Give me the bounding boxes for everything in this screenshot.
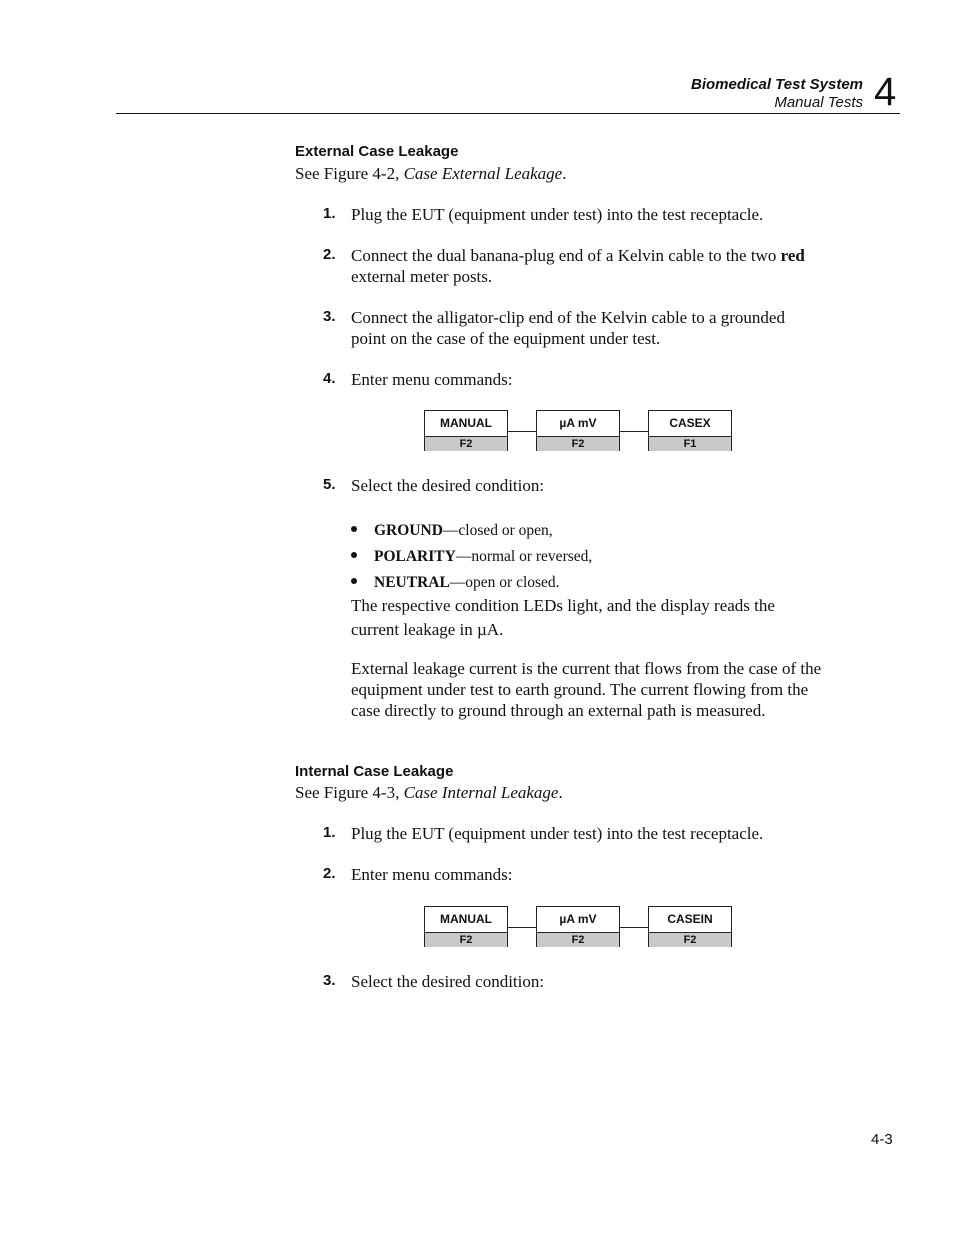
- menu-connector: [508, 927, 536, 928]
- step-number: 1.: [323, 824, 336, 841]
- external-step-1: [323, 204, 843, 225]
- function-key-label: F2: [537, 436, 619, 451]
- condition-ground: GROUND—closed or open,: [351, 521, 553, 541]
- menu-key-label: µA mV: [559, 416, 597, 430]
- external-step-3: [323, 307, 843, 349]
- step-text: Connect the alligator-clip end of the Kelvin cable to a grounded point on the case of the equipment under test.: [351, 308, 785, 348]
- figure-reference-internal: See Figure 4-3, Case Internal Leakage.: [295, 783, 563, 802]
- step-text: Enter menu commands:: [351, 370, 513, 389]
- internal-step-3: [323, 971, 843, 992]
- step-number: 3.: [323, 972, 336, 989]
- menu-key-manual: [424, 906, 508, 947]
- step-number: 4.: [323, 370, 336, 387]
- step-number: 2.: [323, 865, 336, 882]
- section-heading-internal: Internal Case Leakage: [295, 763, 454, 780]
- menu-connector: [508, 431, 536, 432]
- menu-key-label: CASEX: [669, 416, 711, 430]
- function-key-label: F2: [425, 932, 507, 947]
- menu-key-manual: [424, 410, 508, 451]
- internal-step-1: [323, 823, 843, 844]
- explanation-text: External leakage current is the current that flows from the case of the equipment under test to earth ground. The current flowing from the case directly to ground through an external path is measured.: [351, 659, 822, 720]
- function-key-label: F1: [649, 436, 731, 451]
- menu-connector: [620, 431, 648, 432]
- bullet-icon: [351, 578, 357, 584]
- step-number: 5.: [323, 476, 336, 493]
- step-number: 2.: [323, 246, 336, 263]
- step-text: Plug the EUT (equipment under test) into the test receptacle.: [351, 824, 764, 843]
- menu-key-label: CASEIN: [667, 912, 713, 926]
- header-title: Biomedical Test System: [690, 76, 863, 93]
- chapter-number: 4: [874, 70, 897, 114]
- figure-reference-external: See Figure 4-2, Case External Leakage.: [295, 164, 567, 183]
- step-text: Plug the EUT (equipment under test) into the test receptacle.: [351, 205, 764, 224]
- menu-key-casein: [648, 906, 732, 947]
- step-text: Enter menu commands:: [351, 865, 513, 884]
- header-rule: [116, 113, 900, 114]
- menu-key-casex: [648, 410, 732, 451]
- external-step-5: [323, 475, 843, 496]
- condition-polarity: POLARITY—normal or reversed,: [351, 547, 592, 567]
- step-text: Select the desired condition:: [351, 476, 545, 495]
- bullet-icon: [351, 526, 357, 532]
- function-key-label: F2: [649, 932, 731, 947]
- step-number: 1.: [323, 205, 336, 222]
- step-text: Select the desired condition:: [351, 972, 545, 991]
- step-text: Connect the dual banana-plug end of a Kelvin cable to the two red external meter posts.: [351, 246, 805, 286]
- menu-key-ua-mv: [536, 410, 620, 451]
- header-subtitle: Manual Tests: [774, 94, 863, 111]
- condition-neutral: NEUTRAL—open or closed.: [351, 573, 560, 593]
- section-heading-external: External Case Leakage: [295, 143, 459, 160]
- external-step-4: [323, 369, 843, 390]
- menu-key-label: µA mV: [559, 912, 597, 926]
- function-key-label: F2: [425, 436, 507, 451]
- menu-key-ua-mv: [536, 906, 620, 947]
- menu-key-label: MANUAL: [440, 912, 492, 926]
- page-number: 4-3: [871, 1131, 893, 1148]
- bullet-icon: [351, 552, 357, 558]
- menu-key-label: MANUAL: [440, 416, 492, 430]
- step-number: 3.: [323, 308, 336, 325]
- internal-step-2: [323, 864, 843, 885]
- result-text: The respective condition LEDs light, and the display reads the current leakage in µA.: [351, 596, 775, 639]
- function-key-label: F2: [537, 932, 619, 947]
- menu-connector: [620, 927, 648, 928]
- external-step-2: [323, 245, 843, 287]
